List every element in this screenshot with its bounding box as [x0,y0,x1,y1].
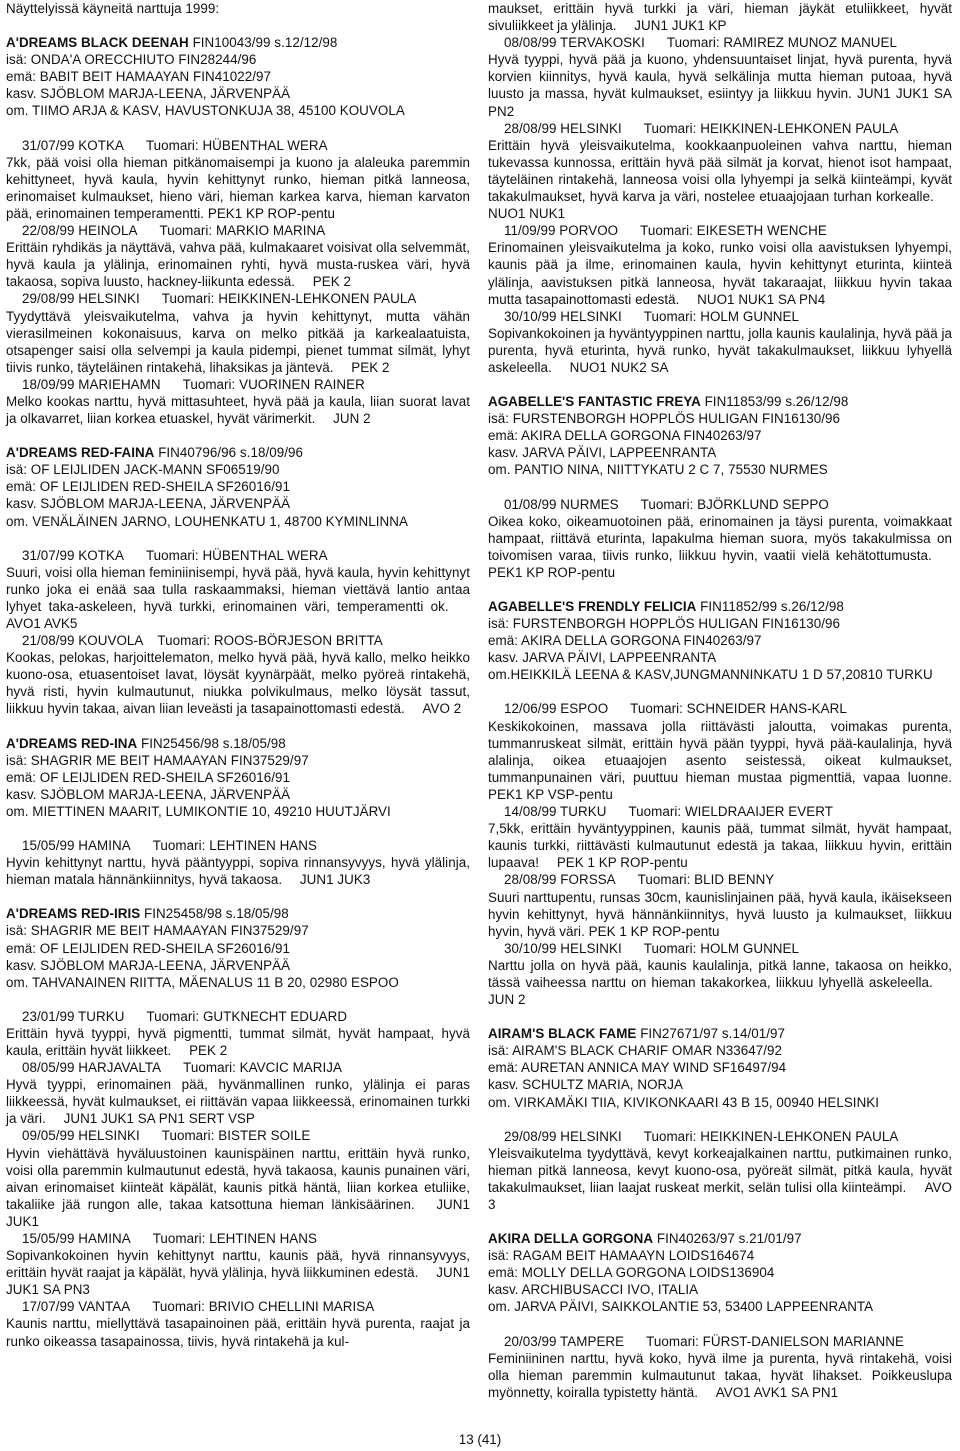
spacer [488,1316,952,1333]
show-date-place: 09/05/99 HELSINKI [22,1128,140,1144]
show-result: PEK 2 [189,1042,228,1058]
dog-breeder: kasv. SJÖBLOM MARJA-LEENA, JÄRVENPÄÄ [6,496,291,512]
dog-sire: isä: SHAGRIR ME BEIT HAMAAYAN FIN37529/97 [6,752,309,768]
show-critique: Keskikokoinen, massava jolla riittävästi jaloutta, voimakas purenta, tummanruskeat silmät, erittäin hyvä pään tyyppi, hyvä pää-kaulalinja, hyvä alalinja, oikea etuaajojen asento seistessä, oikeat kulmaukset, tummanpunainen väri, puuttuu hieman mustaa pigmenttiä, vapaa luonne. [488,718,952,785]
show-date-place: 30/10/99 HELSINKI [504,940,622,956]
show-date-place: 14/08/99 TURKU [504,804,607,820]
show-date-place: 08/05/99 HARJAVALTA [22,1060,162,1076]
spacer [6,888,470,905]
show-date-place: 30/10/99 HELSINKI [504,308,622,324]
show-judge: Tuomari: HEIKKINEN-LEHKONEN PAULA [643,120,899,136]
dog-entry [488,598,952,1008]
show-result: AVO 2 [422,701,462,717]
show-critique-block [6,154,470,222]
show-judge: Tuomari: HÜBENTHAL WERA [145,137,328,153]
show-judge: Tuomari: LEHTINEN HANS [152,1231,317,1246]
dog-name: AKIRA DELLA GORGONA [488,1231,654,1247]
dog-header [488,1025,952,1042]
show-judge: Tuomari: HEIKKINEN-LEHKONEN PAULA [643,1128,899,1144]
dog-header [6,444,470,461]
dog-registration: FIN11853/99 s.26/12/98 [704,394,849,410]
dog-entry [6,444,470,717]
dog-dam: emä: OF LEIJLIDEN RED-SHEILA SF26016/91 [6,940,291,956]
show-judge: Tuomari: HEIKKINEN-LEHKONEN PAULA [161,291,417,307]
show-critique-block [488,957,952,1008]
show-heading [6,222,470,239]
show-judge: Tuomari: BISTER SOILE [161,1128,311,1144]
show-critique-block [6,308,470,376]
show-judge: Tuomari: WIELDRAAIJER EVERT [628,804,833,820]
dog-name: AIRAM'S BLACK FAME [488,1026,637,1042]
dog-registration: FIN40796/96 s.18/09/96 [158,445,303,461]
dog-breeder: kasv. JARVA PÄIVI, LAPPEENRANTA [488,445,717,461]
show-critique: Erinomainen yleisvaikutelma ja koko, runko voisi olla aavistuksen lyhyempi, kaunis pää ja ilme, erinomainen kaula, hyvin kehittynyt eturinta, kiinteä ylälinja, aavistuksen pitkä lanneosa, hyvät takaraajat, liikkuu hyvin takaa mutta tasapainottomasti edestä. [488,240,952,307]
dog-name: A'DREAMS BLACK DEENAH [6,35,189,51]
show-critique: Erittäin ryhdikäs ja näyttävä, vahva pää, kulmakaaret voisivat olla selvemmät, hyvä kaula ja ylälinja, erinomainen ryhti, hyvä musta-ruskea väri, hyvä takaosa, sopiva luusto, hackney-liikunta edessä. [6,240,470,290]
show-result: NUO1 NUK2 SA [569,359,669,375]
dog-owner: om. VIRKAMÄKI TIIA, KIVIKONKAARI 43 B 15, 00940 HELSINKI [488,1094,880,1110]
dog-header [6,905,470,922]
spacer [488,581,952,598]
show-date-place: 01/08/99 NURMES [504,496,619,512]
show-result: PEK 2 [312,274,351,290]
show-date-place: 29/08/99 HELSINKI [504,1128,622,1144]
show-critique-block [488,0,952,34]
dog-sire: isä: RAGAM BEIT HAMAAYN LOIDS164674 [488,1248,755,1264]
show-critique: Tyydyttävä yleisvaikutelma, vahva ja hyvin kehittynyt, mutta vähän vierasilmeinen kokonaisuus, karva on melko pitkää ja karkealaatuista, otsapenger saisi olla selvempi ja kaula pidempi, pienet tummat silmät, lyhyt tiivis runko, täyteläinen rintakehä, lihaksikas ja jäntevä. [6,308,470,375]
left-column [6,0,470,1350]
show-judge: Tuomari: RAMIREZ MUNOZ MANUEL [666,35,897,51]
show-critique-block [488,51,952,119]
show-critique-block [488,325,952,376]
show-result: PEK1 KP VSP-pentu [488,786,613,802]
dog-name: AGABELLE'S FANTASTIC FREYA [488,394,701,410]
show-critique: Hyvin kehittynyt narttu, hyvä pääntyyppi, sopiva rinnansyvyys, hyvä ylälinja, hieman matala hännänkiinnitys, hyvä takaosa. [6,855,470,888]
show-critique: Suuri, voisi olla hieman feminiinisempi, hyvä pää, hyvä kaula, hyvin kehittynyt runko joka ei enää saa tulla raskaammaksi, hieman viettävä lantio antaa lyhyet taka-askeleen, hyvä turkki, erinomainen väri, temperamentti ok. [6,564,470,614]
spacer [6,991,470,1008]
show-date-place: 18/09/99 MARIEHAMN [22,376,161,392]
dog-sire: isä: AIRAM'S BLACK CHARIF OMAR N33647/92 [488,1043,783,1059]
dog-registration: FIN25458/98 s.18/05/98 [144,906,289,922]
show-critique: Narttu jolla on hyvä pää, kaunis kaulalinja, pitkä lanne, takaosa on heikko, tässä vaiheessa narttu on hieman takakorkea, liikkuu lyhyellä askeleella. [488,957,952,990]
show-critique: Sopivankokoinen hyvin kehittynyt narttu, kaunis pää, hyvä rinnansyvyys, erittäin hyvät raajat ja käpälät, hyvä ylälinja, hyvä liikkuminen edestä. [6,1248,470,1281]
show-result: JUN1 JUK1 [6,1196,470,1229]
show-critique-block [6,1145,470,1230]
show-critique: Hyvin viehättävä hyväluustoinen kaunispäinen narttu, erittäin hyvä runko, voisi olla paremmin kulmautunut edestä, hyvä takaosa, kaunis punainen väri, aivan erinomaiset kiinteät käpälät, kaunis pitkä häntä, liian korkea etuliike, takaliike jää rungon alle, takaa katsottuna hieman länkisäärinen. [6,1145,470,1212]
dog-header [6,34,470,51]
show-result: AVO1 AVK1 SA PN1 [715,1384,839,1400]
dog-name: A'DREAMS RED-INA [6,735,138,751]
dog-dam: emä: AURETAN ANNICA MAY WIND SF16497/94 [488,1060,787,1076]
show-heading [488,34,952,51]
dog-owner: om. VENÄLÄINEN JARNO, LOUHENKATU 1, 48700 KYMINLINNA [6,513,408,529]
show-result: NUO1 NUK1 SA PN4 [697,291,826,307]
spacer [488,479,952,496]
show-critique: 7,5kk, erittäin hyväntyyppinen, kaunis pää, tummat silmät, hyvät hampaat, kaunis turkki, riittävästi kulmautunut edestä ja takaa, liikkuu hyvin, erittäin lupaava! [488,821,952,871]
dog-owner: om. MIETTINEN MAARIT, LUMIKONTIE 10, 49210 HUUTJÄRVI [6,803,391,819]
show-heading [488,803,952,820]
dog-dam: emä: OF LEIJLIDEN RED-SHEILA SF26016/91 [6,769,291,785]
show-critique-block [6,649,470,717]
show-result: JUN 2 [333,411,371,427]
show-date-place: 15/05/99 HAMINA [22,1231,131,1246]
show-date-place: 08/08/99 TERVAKOSKI [504,35,645,51]
show-judge: Tuomari: BRIVIO CHELLINI MARISA [152,1299,375,1315]
show-result: AVO1 AVK5 [6,616,78,631]
show-heading [488,496,952,513]
show-judge: Tuomari: GUTKNECHT EDUARD [146,1008,348,1024]
dog-registration: FIN25456/98 s.18/05/98 [140,735,286,751]
spacer [6,427,470,444]
dog-name: AGABELLE'S FRENDLY FELICIA [488,599,697,614]
dog-breeder: kasv. SJÖBLOM MARJA-LEENA, JÄRVENPÄÄ [6,86,291,102]
dog-registration: FIN27671/97 s.14/01/97 [640,1026,785,1042]
show-critique-block [488,1350,952,1401]
show-date-place: 29/08/99 HELSINKI [22,291,140,307]
show-critique-block [488,1145,952,1213]
show-heading [488,222,952,239]
dog-dam: emä: AKIRA DELLA GORGONA FIN40263/97 [488,428,762,444]
show-heading [6,1230,470,1247]
spacer [6,820,470,837]
show-critique-block [6,1247,470,1298]
show-critique: Yleisvaikutelma tyydyttävä, kevyt korkeajalkainen narttu, putkimainen runko, hieman pitkä lanneosa, kevyt kuono-osa, pyöreät silmät, pitkä kaula, hyvät takakulmaukset, liian laajat ruskeat merkit, selän tulisi olla kiinteämpi. [488,1145,952,1195]
show-date-place: 17/07/99 VANTAA [22,1299,131,1315]
show-heading [6,1127,470,1144]
show-result: PEK 2 [351,359,390,375]
show-judge: Tuomari: HOLM GUNNEL [643,940,799,956]
show-critique-block [488,137,952,222]
show-result: JUN1 JUK1 SA PN1 SERT VSP [63,1111,255,1127]
show-judge: Tuomari: ROOS-BÖRJESON BRITTA [157,633,383,649]
dog-entry [6,735,470,889]
show-judge: Tuomari: EIKESETH WENCHE [640,223,827,239]
show-judge: Tuomari: KAVCIC MARIJA [183,1060,342,1076]
spacer [6,530,470,547]
dog-dam: emä: MOLLY DELLA GORGONA LOIDS136904 [488,1265,775,1281]
dog-entry [6,34,470,427]
show-result: JUN1 JUK1 SA PN2 [488,86,952,119]
show-result: JUN1 JUK1 KP [634,18,727,34]
dog-entry [488,1025,952,1213]
dog-breeder: kasv. JARVA PÄIVI, LAPPEENRANTA [488,650,717,666]
show-heading [6,837,470,854]
dog-breeder: kasv. SJÖBLOM MARJA-LEENA, JÄRVENPÄÄ [6,957,291,973]
show-result: AVO 3 [488,1179,952,1212]
spacer [488,1213,952,1230]
show-heading [488,871,952,888]
show-result: PEK 1 KP ROP-pentu [556,855,688,871]
right-column [488,0,952,1401]
dog-dam: emä: BABIT BEIT HAMAAYAN FIN41022/97 [6,69,272,85]
show-critique-block [488,513,952,581]
show-critique-block [6,1025,470,1059]
show-judge: Tuomari: BLID BENNY [637,872,775,888]
dog-header [6,735,470,752]
dog-entry [488,1230,952,1401]
show-judge: Tuomari: FÜRST-DANIELSON MARIANNE [646,1333,904,1349]
spacer [6,120,470,137]
show-heading [488,120,952,137]
show-critique-block [6,393,470,427]
show-critique: Melko kookas narttu, hyvä mittasuhteet, hyvä pää ja kaula, liian suorat lavat ja olkavarret, liian korkea etuaskel, hyvät värimerkit. [6,393,470,427]
show-heading [6,1059,470,1076]
show-heading [488,308,952,325]
show-judge: Tuomari: HOLM GUNNEL [643,308,799,324]
dog-dam: emä: OF LEIJLIDEN RED-SHEILA SF26016/91 [6,479,291,495]
show-date-place: 21/08/99 KOUVOLA [22,633,144,649]
show-result: PEK1 KP ROP-pentu [488,564,616,580]
show-heading [6,290,470,307]
show-critique-block [6,239,470,290]
show-heading [488,1333,952,1350]
dog-registration: FIN10043/99 s.12/12/98 [192,35,338,51]
show-heading [488,940,952,957]
dog-owner: om. JARVA PÄIVI, SAIKKOLANTIE 53, 53400 LAPPEENRANTA [488,1299,874,1315]
dog-sire: isä: OF LEIJLIDEN JACK-MANN SF06519/90 [6,462,280,478]
show-date-place: 31/07/99 KOTKA [22,547,124,563]
show-date-place: 12/06/99 ESPOO [504,701,609,717]
show-critique: Kookas, pelokas, harjoittelematon, melko hyvä pää, hyvä kallo, melko heikko kuono-osa, etuasentoiset lavat, löysät kyynärpäät, melko pyöreä rintakehä, hyvä risti, hyvin kulmautunut, niukka polvikulmaus, melko löysät tassut, liikkuu hyvin takaa, aivan liian leveästi ja tasapainottomasti edestä. [6,650,470,717]
dog-owner: om. TAHVANAINEN RIITTA, MÄENALUS 11 B 20, 02980 ESPOO [6,974,399,990]
show-critique: Suuri narttupentu, runsas 30cm, kaunislinjainen pää, hyvä kaula, ikäisekseen hyvin kehittynyt, hyvä hännänkiinnitys, hyvä luusto ja kulmaukset, liikkuu hyvin, hyvä väri. [488,889,952,939]
show-heading [488,1128,952,1145]
show-result: NUO1 NUK1 [488,206,566,222]
dog-registration: FIN11852/99 s.26/12/98 [700,599,844,614]
show-date-place: 28/08/99 FORSSA [504,872,616,888]
show-heading [6,1008,470,1025]
show-heading [488,700,952,717]
show-judge: Tuomari: SCHNEIDER HANS-KARL [630,701,847,717]
dog-sire: isä: FURSTENBORGH HOPPLÖS HULIGAN FIN16130/96 [488,616,840,632]
dog-owner: om. PANTIO NINA, NIITTYKATU 2 C 7, 75530 NURMES [488,462,828,478]
dog-name: A'DREAMS RED-IRIS [6,906,141,922]
show-critique-block [488,889,952,940]
show-judge: Tuomari: MARKIO MARINA [159,223,326,239]
show-date-place: 22/08/99 HEINOLA [22,223,138,239]
show-heading [6,137,470,154]
show-result: PEK 1 KP ROP-pentu [588,923,720,939]
show-critique: Hyvä tyyppi, erinomainen pää, hyvänmallinen runko, ylälinja ei paras liikkeessä, hyvät kulmaukset, ei riittävän vapaa liikkeessä, erinomainen turkki ja väri. [6,1077,470,1127]
show-date-place: 23/01/99 TURKU [22,1008,125,1024]
show-judge: Tuomari: VUORINEN RAINER [182,376,365,392]
show-heading [6,632,470,649]
spacer [488,683,952,700]
dog-sire: isä: ONDA'A ORECCHIUTO FIN28244/96 [6,52,257,68]
show-heading [6,376,470,393]
dog-entry [488,393,952,581]
page-title: Näyttelyissä käyneitä narttuja 1999: [6,1,220,16]
page-number: 13 (41) [458,1432,502,1447]
show-critique-block [6,1076,470,1127]
spacer [6,718,470,735]
spacer [488,1111,952,1128]
show-critique-block [488,820,952,871]
show-date-place: 31/07/99 KOTKA [22,137,124,153]
dog-header [488,1230,952,1247]
show-critique-block [488,718,952,803]
show-result: JUN 2 [488,992,526,1008]
show-judge: Tuomari: LEHTINEN HANS [152,838,317,854]
dog-dam: emä: AKIRA DELLA GORGONA FIN40263/97 [488,633,762,649]
show-judge: Tuomari: HÜBENTHAL WERA [145,547,328,563]
show-critique: Kaunis narttu, miellyttävä tasapainoinen pää, erittäin hyvä purenta, raajat ja runko oikeassa tasapainossa, tiivis, hyvä rintakehä ja kul- [6,1316,470,1349]
dog-breeder: kasv. SCHULTZ MARIA, NORJA [488,1077,683,1093]
show-judge: Tuomari: BJÖRKLUND SEPPO [640,496,829,512]
show-critique: Feminiininen narttu, hyvä koko, hyvä ilme ja purenta, hyvä rintakehä, voisi olla hieman paremmin kulmautunut takaa, hyvät lihakset. Poikkeuslupa myönnetty, koiralla typistetty häntä. [488,1350,952,1400]
show-critique: Hyvä tyyppi, hyvä pää ja kuono, yhdensuuntaiset linjat, hyvä purenta, hyvä korvien kiinnitys, hyvä kaula, hyvä selkälinja mutta hieman putoaa, hyvä luusto ja massa, hyvät kulmaukset, esiintyy ja liikkuu hyvin. [488,52,952,102]
dog-breeder: kasv. SJÖBLOM MARJA-LEENA, JÄRVENPÄÄ [6,786,291,802]
show-heading [6,547,470,564]
dog-owner: om. TIIMO ARJA & KASV, HAVUSTONKUJA 38, 45100 KOUVOLA [6,103,405,119]
show-critique: Oikea koko, oikeamuotoinen pää, erinomainen ja täysi purenta, voimakkaat hampaat, riittävä eturinta, lapakulma hieman suora, myös takakulmissa on toivomisen varaa, tiivis runko, liikkuu hyvin, vaatii vielä kehätottumusta. [488,513,952,563]
show-critique: Erittäin hyvä tyyppi, hyvä pigmentti, tummat silmät, hyvät hampaat, hyvä kaula, erittäin hyvät liikkeet. [6,1025,470,1058]
dog-sire: isä: SHAGRIR ME BEIT HAMAAYAN FIN37529/97 [6,923,309,939]
show-critique-block [6,1315,470,1349]
spacer [488,376,952,393]
show-critique-block [6,854,470,888]
dog-header [488,393,952,410]
show-date-place: 20/03/99 TAMPERE [504,1333,625,1349]
dog-registration: FIN40263/97 s.21/01/97 [656,1231,802,1247]
dog-sire: isä: FURSTENBORGH HOPPLÖS HULIGAN FIN16130/96 [488,411,840,427]
dog-header [488,598,952,615]
dog-entry [6,905,470,1349]
show-heading [6,1298,470,1315]
show-date-place: 11/09/99 PORVOO [504,223,619,239]
show-result: PEK1 KP ROP-pentu [207,205,335,221]
show-critique-block [6,564,470,632]
show-critique: 7kk, pää voisi olla hieman pitkänomaisempi ja kuono ja alaleuka paremmin kehittyneet, hyvä kaula, hyvin kehittynyt runko, hieman pitkä lanneosa, erinomaiset kulmaukset, hieno väri, hieman karkea karva, hieman karvaton pää, erinomainen temperamentti. [6,154,470,221]
spacer [488,1008,952,1025]
dog-name: A'DREAMS RED-FAINA [6,445,155,461]
show-critique: Erittäin hyvä yleisvaikutelma, kookkaanpuoleinen vahva narttu, hieman tukevassa kunnossa, erittäin hyvä pää silmät ja korvat, hienot isot hampaat, täyteläinen rintakehä, lanneosa voisi olla lyhyempi ja selkä kiinteämpi, kyvät takakulmaukset, hyvä karva ja väri, nostelee etuaajojaan turhan korkealle. [488,137,952,205]
show-date-place: 15/05/99 HAMINA [22,838,131,854]
spacer [6,17,470,34]
show-critique: maukset, erittäin hyvä turkki ja väri, hieman jäykät etuliikkeet, hyvät sivuliikkeet ja ylälinja. [488,1,952,34]
show-critique-block [488,239,952,307]
dog-owner: om.HEIKKILÄ LEENA & KASV,JUNGMANNINKATU 1 D 57,20810 TURKU [488,667,933,683]
show-result: JUN1 JUK3 [299,872,371,888]
show-date-place: 28/08/99 HELSINKI [504,120,622,136]
show-result: JUN1 JUK1 SA PN3 [6,1265,470,1298]
show-critique: Sopivankokoinen ja hyväntyyppinen narttu, jolla kaunis kaulalinja, hyvä pää ja purenta, hyvä eturinta, hyvä runko, hyvät takakulmaukset, liikkuu lyhyellä askeleella. [488,325,952,375]
dog-breeder: kasv. ARCHIBUSACCI IVO, ITALIA [488,1282,699,1298]
